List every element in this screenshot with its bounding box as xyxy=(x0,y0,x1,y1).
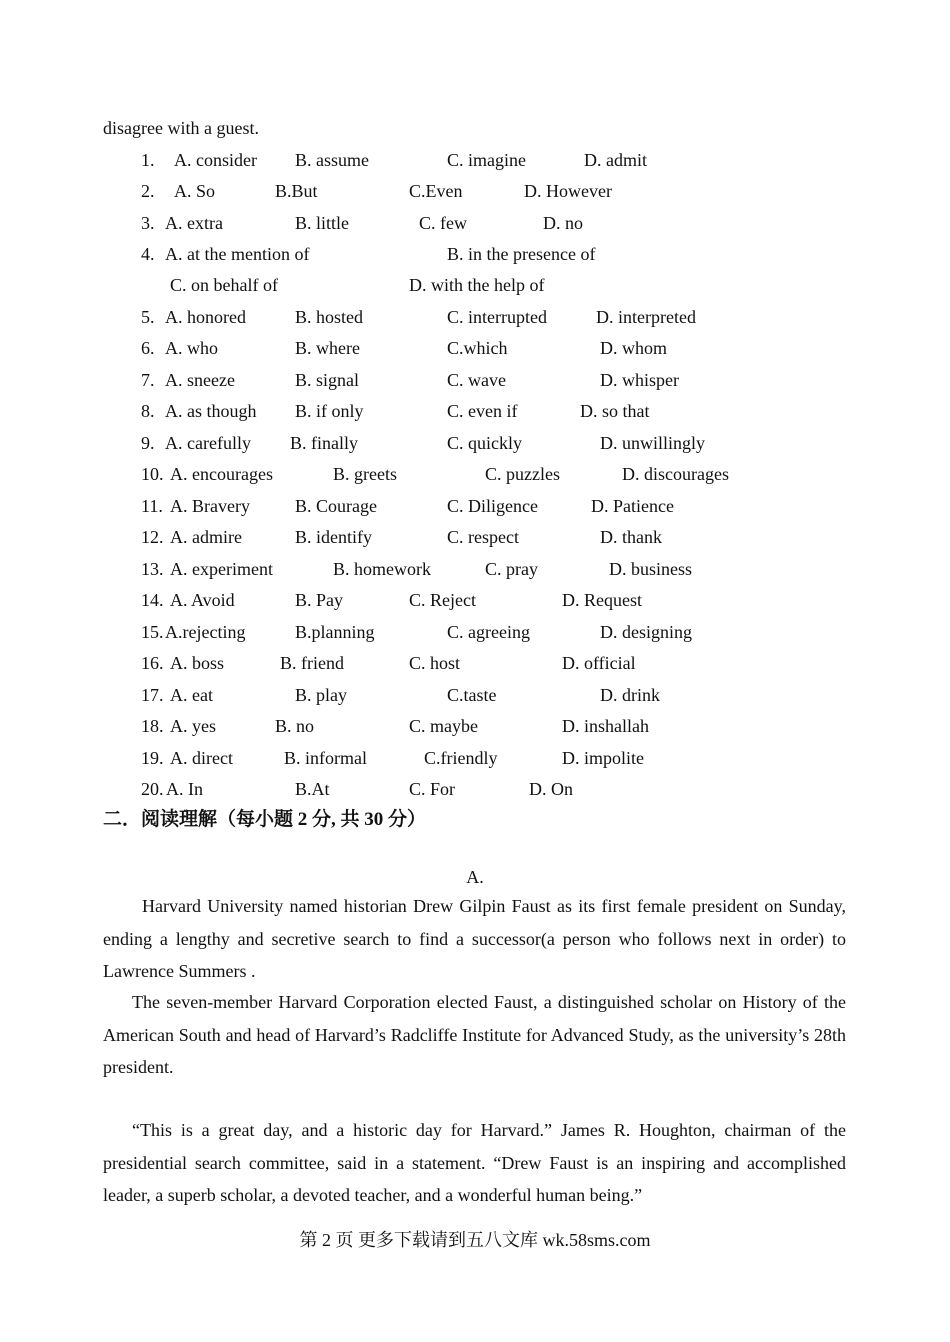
option-b: B. no xyxy=(275,716,315,736)
option-c: C. puzzles xyxy=(485,464,560,484)
option-c: C. wave xyxy=(447,370,506,390)
option-b: B. hosted xyxy=(295,307,364,327)
option-a: A. encourages xyxy=(170,464,273,484)
option-d: D. discourages xyxy=(622,464,729,484)
option-a: A. admire xyxy=(170,527,242,547)
option-b: B.planning xyxy=(295,622,375,642)
option-c: C.taste xyxy=(447,685,497,705)
option-b: B. friend xyxy=(280,653,344,673)
question-number: 4. xyxy=(141,244,155,264)
paragraph-2: The seven-member Harvard Corporation elected Faust, a distinguished scholar on History of the American South and head of Harvard’s Radcliffe Institute for Advanced Study, as the university’s 28th president. xyxy=(103,992,846,1077)
option-a: A. extra xyxy=(165,213,223,233)
question-number: 19. xyxy=(141,748,164,768)
option-a: A. carefully xyxy=(165,433,251,453)
option-c: C. Diligence xyxy=(447,496,538,516)
passage-label: A. xyxy=(466,867,484,887)
option-c: C. respect xyxy=(447,527,519,547)
option-b: B. Pay xyxy=(295,590,344,610)
option-b: B. play xyxy=(295,685,347,705)
option-b: B. homework xyxy=(333,559,431,579)
question-number: 17. xyxy=(141,685,164,705)
option-a: A. sneeze xyxy=(165,370,235,390)
option-d: D. drink xyxy=(600,685,660,705)
option-a: A. who xyxy=(165,338,218,358)
option-b: B. assume xyxy=(295,150,369,170)
option-a: A. So xyxy=(174,181,216,201)
paragraph-1: Harvard University named historian Drew Gilpin Faust as its first female president on Sunday, ending a lengthy and secretive search to find a successor(a person who follows next in order) to Lawrence Summers . xyxy=(103,896,846,981)
option-d: D. Request xyxy=(562,590,642,610)
option-c: C. agreeing xyxy=(447,622,530,642)
option-c: C. quickly xyxy=(447,433,522,453)
option-c: C.friendly xyxy=(424,748,498,768)
question-number: 7. xyxy=(141,370,155,390)
question-number: 13. xyxy=(141,559,164,579)
option-d: D. interpreted xyxy=(596,307,696,327)
option-c: C. maybe xyxy=(409,716,478,736)
question-number: 6. xyxy=(141,338,155,358)
question-number: 8. xyxy=(141,401,155,421)
option-d: D. impolite xyxy=(562,748,644,768)
option-c: C. For xyxy=(409,779,456,799)
option-a: A. direct xyxy=(170,748,233,768)
option-b: B. informal xyxy=(284,748,367,768)
option-a: A. In xyxy=(166,779,203,799)
option-b: B. little xyxy=(295,213,349,233)
option-c: C.Even xyxy=(409,181,463,201)
question-number: 18. xyxy=(141,716,164,736)
page-footer: 第 2 页 更多下载请到五八文库 wk.58sms.com xyxy=(299,1230,651,1250)
option-b: B. where xyxy=(295,338,360,358)
option-d: D. with the help of xyxy=(409,275,545,295)
option-d: D. whisper xyxy=(600,370,679,390)
question-number: 14. xyxy=(141,590,164,610)
option-d: D. thank xyxy=(600,527,662,547)
option-b: B. identify xyxy=(295,527,372,547)
option-d: D. no xyxy=(543,213,583,233)
option-b: B.But xyxy=(275,181,318,201)
option-a: A. yes xyxy=(170,716,216,736)
option-c: C. host xyxy=(409,653,461,673)
option-d: D. so that xyxy=(580,401,650,421)
option-d: D. inshallah xyxy=(562,716,649,736)
question-number: 9. xyxy=(141,433,155,453)
question-number: 11. xyxy=(141,496,163,516)
option-a: A. experiment xyxy=(170,559,273,579)
option-d: D. designing xyxy=(600,622,692,642)
option-b: B.At xyxy=(295,779,330,799)
option-d: D. unwillingly xyxy=(600,433,706,453)
question-number: 2. xyxy=(141,181,155,201)
option-b: B. Courage xyxy=(295,496,377,516)
option-c: C.which xyxy=(447,338,508,358)
option-c: C. Reject xyxy=(409,590,476,610)
option-c: C. on behalf of xyxy=(170,275,278,295)
option-a: A. honored xyxy=(165,307,246,327)
option-d: D. However xyxy=(524,181,612,201)
question-number: 3. xyxy=(141,213,155,233)
option-d: D. whom xyxy=(600,338,667,358)
question-number: 12. xyxy=(141,527,164,547)
option-a: A. eat xyxy=(170,685,213,705)
question-number: 15. xyxy=(141,622,164,642)
option-b: B. in the presence of xyxy=(447,244,596,264)
option-b: B. signal xyxy=(295,370,360,390)
option-d: D. official xyxy=(562,653,636,673)
option-a: A. boss xyxy=(170,653,225,673)
option-a: A. at the mention of xyxy=(165,244,310,264)
question-number: 1. xyxy=(141,150,155,170)
intro-tail-text: disagree with a guest. xyxy=(103,118,259,138)
option-d: D. admit xyxy=(584,150,647,170)
option-a: A. Avoid xyxy=(170,590,235,610)
option-a: A. Bravery xyxy=(170,496,250,516)
question-number: 16. xyxy=(141,653,164,673)
paragraph-3: “This is a great day, and a historic day for Harvard.” James R. Houghton, chairman of the presidential search committee, said in a statement. “Drew Faust is an inspiring and accomplished leader, a superb scholar, a devoted teacher, and a wonderful human being.” xyxy=(103,1120,846,1205)
option-b: B. if only xyxy=(295,401,364,421)
option-b: B. finally xyxy=(290,433,358,453)
question-number: 5. xyxy=(141,307,155,327)
option-c: C. interrupted xyxy=(447,307,547,327)
question-number: 10. xyxy=(141,464,164,484)
option-d: D. business xyxy=(609,559,693,579)
option-b: B. greets xyxy=(333,464,397,484)
option-c: C. pray xyxy=(485,559,538,579)
option-d: D. On xyxy=(529,779,573,799)
option-c: C. few xyxy=(419,213,467,233)
question-number: 20. xyxy=(141,779,164,799)
option-c: C. imagine xyxy=(447,150,526,170)
option-d: D. Patience xyxy=(591,496,674,516)
option-a: A.rejecting xyxy=(165,622,246,642)
section-title-reading: 二．阅读理解（每小题 2 分, 共 30 分） xyxy=(103,809,427,830)
option-a: A. as though xyxy=(165,401,257,421)
option-c: C. even if xyxy=(447,401,518,421)
option-a: A. consider xyxy=(174,150,257,170)
